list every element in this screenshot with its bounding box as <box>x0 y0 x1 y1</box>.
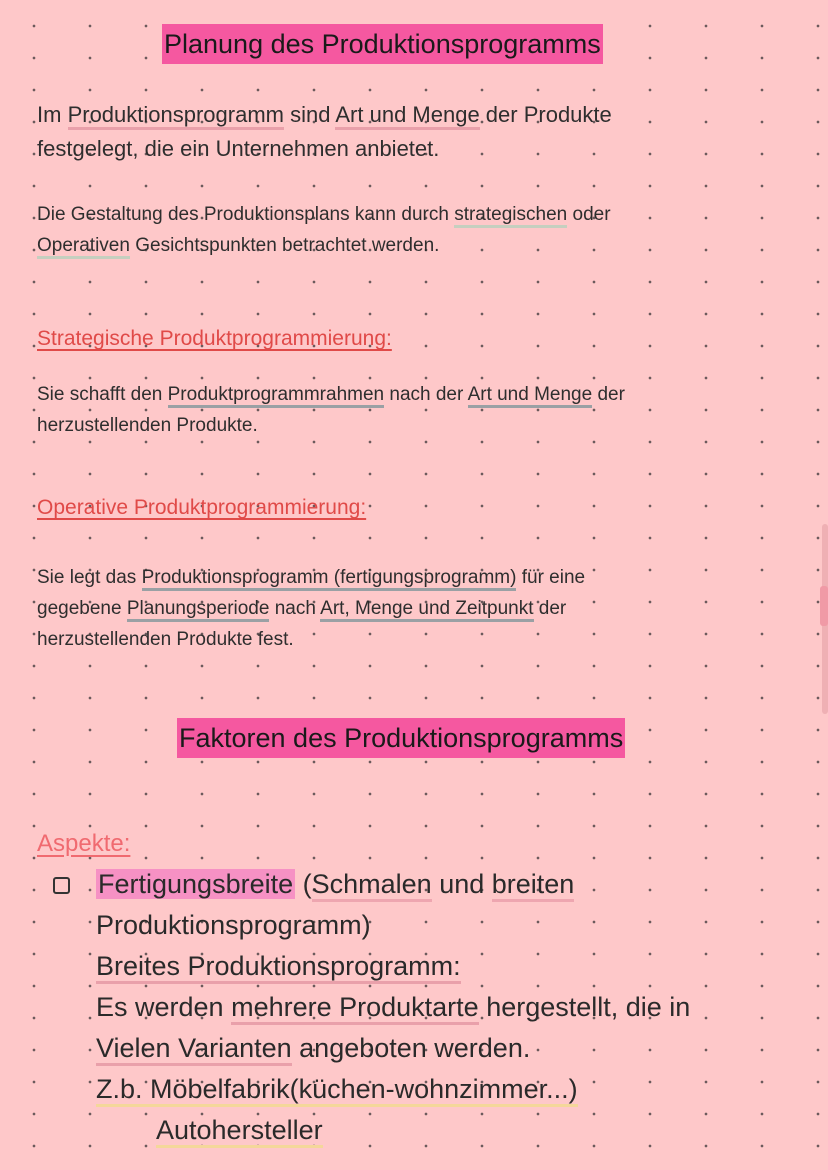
term-operativen: Operativen <box>37 235 130 259</box>
todo-checkbox[interactable] <box>53 877 70 894</box>
operative-text: für eine <box>516 567 586 588</box>
aspects-text: und <box>431 869 492 899</box>
term-strategischen: strategischen <box>454 204 567 228</box>
aspects-item <box>96 864 806 1151</box>
aspects-text: Es werden <box>96 992 232 1022</box>
strategic-line-2: herzustellenden Produkte. <box>37 415 258 436</box>
aspects-text: ( <box>295 869 312 899</box>
page-title: Planung des Produktionsprogramms <box>162 24 603 64</box>
term-art-und-menge: Art und Menge <box>468 384 593 408</box>
intro-text: der Produkte <box>479 102 612 127</box>
strategic-text: nach der <box>384 384 468 405</box>
term-art-menge-zeitpunkt: Art, Menge und Zeitpunkt <box>320 598 533 622</box>
operative-text: gegebene <box>37 598 127 619</box>
intro-text: Im <box>37 102 68 127</box>
strategic-heading: Strategische Produktprogrammierung: <box>37 327 392 350</box>
term-produktionsprogramm-fertigung: Produktionsprogramm (fertigungsprogramm) <box>142 567 517 591</box>
intro-term-produktionsprogramm: Produktionsprogramm <box>68 102 284 130</box>
operative-text: der <box>533 598 567 619</box>
operative-line-3: herzustellenden Produkte fest. <box>37 629 294 650</box>
aspects-heading: Aspekte: <box>37 830 131 857</box>
intro-paragraph <box>37 98 797 166</box>
term-produktprogrammrahmen: Produktprogrammrahmen <box>168 384 384 408</box>
term-mehrere-produktarte: mehrere Produktarte <box>231 992 479 1025</box>
term-breites-produktionsprogramm: Breites Produktionsprogramm: <box>96 951 461 984</box>
aspects-line-2: Produktionsprogramm) <box>96 910 371 940</box>
term-schmalen: Schmalen <box>312 869 432 902</box>
operative-heading: Operative Produktprogrammierung: <box>37 496 367 519</box>
intro-term-art-menge: Art und Menge <box>335 102 479 130</box>
strategic-text: der <box>592 384 625 405</box>
example-autohersteller: Autohersteller <box>156 1115 323 1148</box>
term-planungsperiode: Planungsperiode <box>127 598 270 622</box>
gestaltung-paragraph <box>37 199 807 261</box>
gestaltung-text: Die Gestaltung des Produktionsplans kann durch <box>37 204 455 225</box>
operative-text: Sie legt das <box>37 567 142 588</box>
intro-line-2: festgelegt, die ein Unternehmen anbietet. <box>37 136 440 161</box>
intro-text: sind <box>284 102 336 127</box>
operative-text: nach <box>269 598 321 619</box>
gestaltung-text: oder <box>567 204 611 225</box>
strategic-text: Sie schafft den <box>37 384 168 405</box>
operative-paragraph <box>37 562 807 655</box>
gestaltung-text: Gesichtspunkten betrachtet werden. <box>129 235 440 256</box>
strategic-paragraph <box>37 379 807 441</box>
term-fertigungsbreite: Fertigungsbreite <box>98 869 294 899</box>
example-moebelfabrik: Z.b. Möbelfabrik(küchen-wohnzimmer...) <box>96 1074 578 1107</box>
scrollbar-thumb[interactable] <box>820 586 828 626</box>
term-vielen-varianten: Vielen Varianten <box>96 1033 292 1066</box>
term-breiten: breiten <box>492 869 575 902</box>
section-title-faktoren: Faktoren des Produktionsprogramms <box>177 718 625 758</box>
aspects-text: hergestellt, die in <box>478 992 691 1022</box>
aspects-text: angeboten werden. <box>291 1033 531 1063</box>
